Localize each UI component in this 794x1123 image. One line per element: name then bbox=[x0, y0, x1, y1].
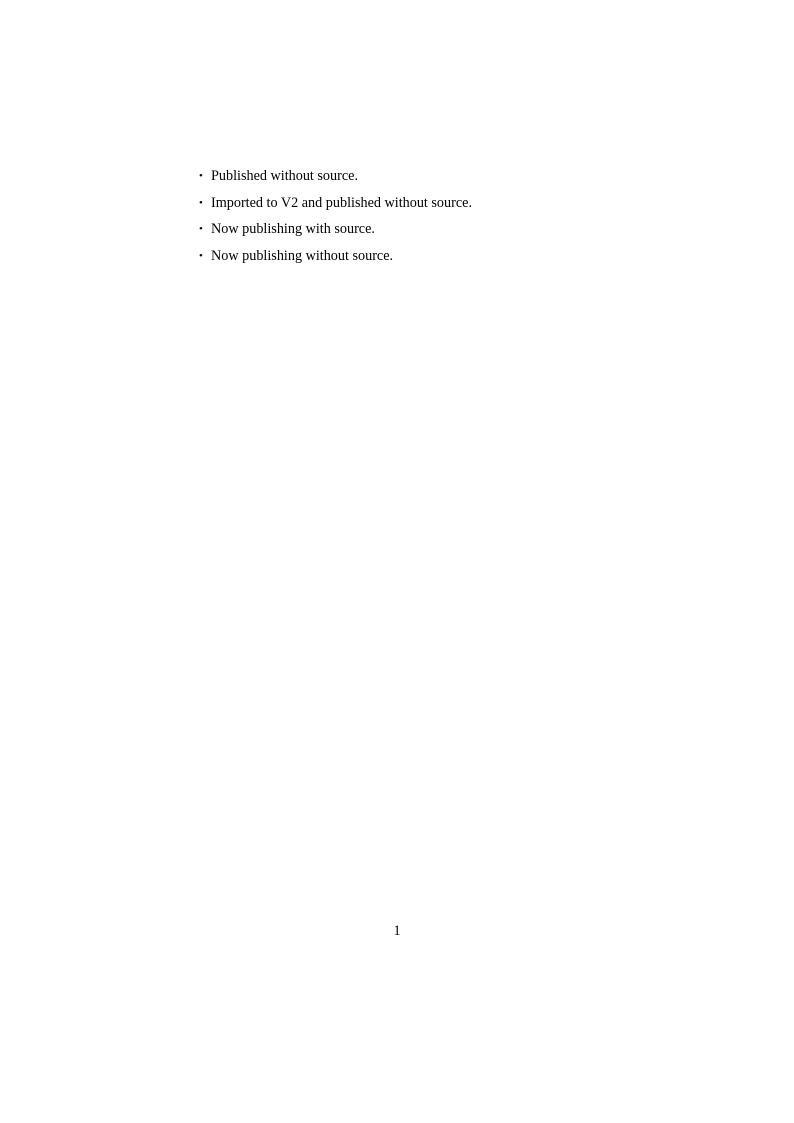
list-item-text: Published without source. bbox=[211, 168, 358, 184]
list-item-text: Now publishing without source. bbox=[211, 247, 394, 264]
bullet-icon: • bbox=[199, 249, 203, 262]
list-item bbox=[199, 216, 619, 243]
list-item bbox=[199, 163, 619, 190]
bullet-list bbox=[199, 163, 619, 269]
document-body bbox=[199, 163, 619, 269]
page-number: 1 bbox=[393, 923, 401, 939]
list-item-text: Imported to V2 and published without source. bbox=[211, 194, 472, 211]
list-item-text: Now publishing with source. bbox=[211, 221, 375, 238]
bullet-icon: • bbox=[199, 196, 203, 209]
list-item bbox=[199, 243, 619, 270]
list-item bbox=[199, 190, 619, 217]
bullet-icon: • bbox=[199, 170, 203, 182]
bullet-icon: • bbox=[199, 223, 203, 236]
